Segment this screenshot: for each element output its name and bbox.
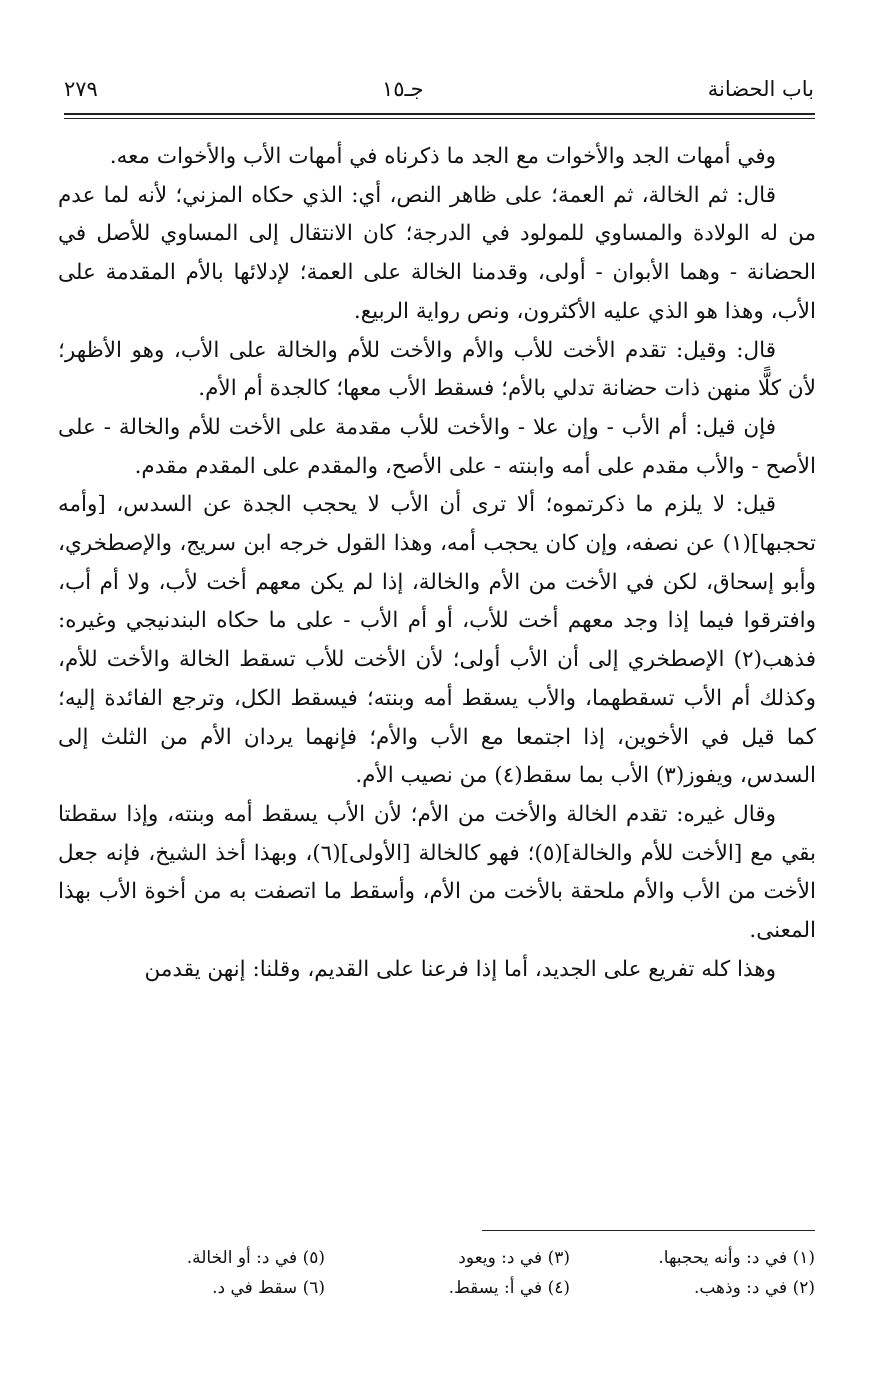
footnote: (٦) سقط في د. <box>212 1278 325 1298</box>
page-number: ٢٧٩ <box>64 77 98 101</box>
volume-label: جـ١٥ <box>381 77 424 101</box>
footnote: (١) في د: وأنه يحجبها. <box>658 1248 815 1268</box>
footnote: (٥) في د: أو الخالة. <box>186 1248 325 1268</box>
footnote-separator <box>482 1230 815 1231</box>
paragraph: وهذا كله تفريع على الجديد، أما إذا فرعنا على القديم، وقلنا: إنهن يقدمن <box>144 956 776 982</box>
header-rule-thick <box>64 113 815 115</box>
footnote-row <box>80 1243 815 1273</box>
chapter-title: باب الحضانة <box>707 77 814 101</box>
paragraph: قال: وقيل: تقدم الأخت للأب والأم والأخت للأم والخالة على الأب، وهو الأظهر؛ لأن كلًّا منهن ذات حضانة تدلي بالأم؛ فسقط الأب معها؛ كالجدة أم الأم. <box>58 337 816 402</box>
footnotes <box>80 1243 815 1303</box>
footnote: (٤) في أ: يسقط. <box>448 1278 570 1298</box>
paragraph: وقال غيره: تقدم الخالة والأخت من الأم؛ لأن الأب يسقط أمه وبنته، وإذا سقطتا بقي مع [الأخت للأم والخالة](٥)؛ فهو كالخالة [الأولى](٦)، وبهذا أخذ الشيخ، فإنه جعل الأخت من الأب والأم ملحقة بالأخت من الأم، وأسقط ما اتصفت به من أخوة الأب بهذا المعنى. <box>58 801 816 944</box>
footnote-row <box>80 1273 815 1303</box>
footnote: (٣) في د: ويعود <box>458 1248 570 1268</box>
body-text <box>58 138 816 989</box>
paragraph: وفي أمهات الجد والأخوات مع الجد ما ذكرناه في أمهات الأب والأخوات معه. <box>109 144 776 169</box>
header-rule-thin <box>64 118 815 119</box>
page-header <box>64 72 814 106</box>
paragraph: فإن قيل: أم الأب - وإن علا - والأخت للأب مقدمة على الأخت للأم والخالة - على الأصح - والأب مقدم على أمه وابنته - على الأصح، والمقدم على المقدم مقدم. <box>58 414 816 479</box>
paragraph: قال: ثم الخالة، ثم العمة؛ على ظاهر النص، أي: الذي حكاه المزني؛ لأنه لما عدم من له الولادة والمساوي للمولود في الدرجة؛ كان الانتقال إلى المساوي للأصل في الحضانة - وهما الأبوان - أولى، وقدمنا الخالة على العمة؛ لإدلائها بالأم المقدمة على الأب، وهذا هو الذي عليه الأكثرون، ونص رواية الربيع. <box>58 182 816 324</box>
paragraph: قيل: لا يلزم ما ذكرتموه؛ ألا ترى أن الأب لا يحجب الجدة عن السدس، [وأمه تحجبها](١) عن نصفه، وإن كان يحجب أمه، وهذا القول خرجه ابن سريج، والإصطخري، وأبو إسحاق، لكن في الأخت من الأم والخالة، إذا لم يكن معهم أخت لأب، ولا أم أب، وافترقوا فيما إذا وجد معهم أخت للأب، أو أم الأب - على ما حكاه البندنيجي وغيره: فذهب(٢) الإصطخري إلى أن الأب أولى؛ لأن الأخت للأب تسقط الخالة والأخت للأم، وكذلك أم الأب تسقطهما، والأب يسقط أمه وبنته؛ فيسقط الكل، وترجع الفائدة إليه؛ كما قيل في الأخوين، إذا اجتمعا مع الأب والأم؛ فإنهما يردان الأم من الثلث إلى السدس، ويفوز(٣) الأب بما سقط(٤) من نصيب الأم. <box>58 492 816 789</box>
footnote: (٢) في د: وذهب. <box>693 1278 815 1298</box>
